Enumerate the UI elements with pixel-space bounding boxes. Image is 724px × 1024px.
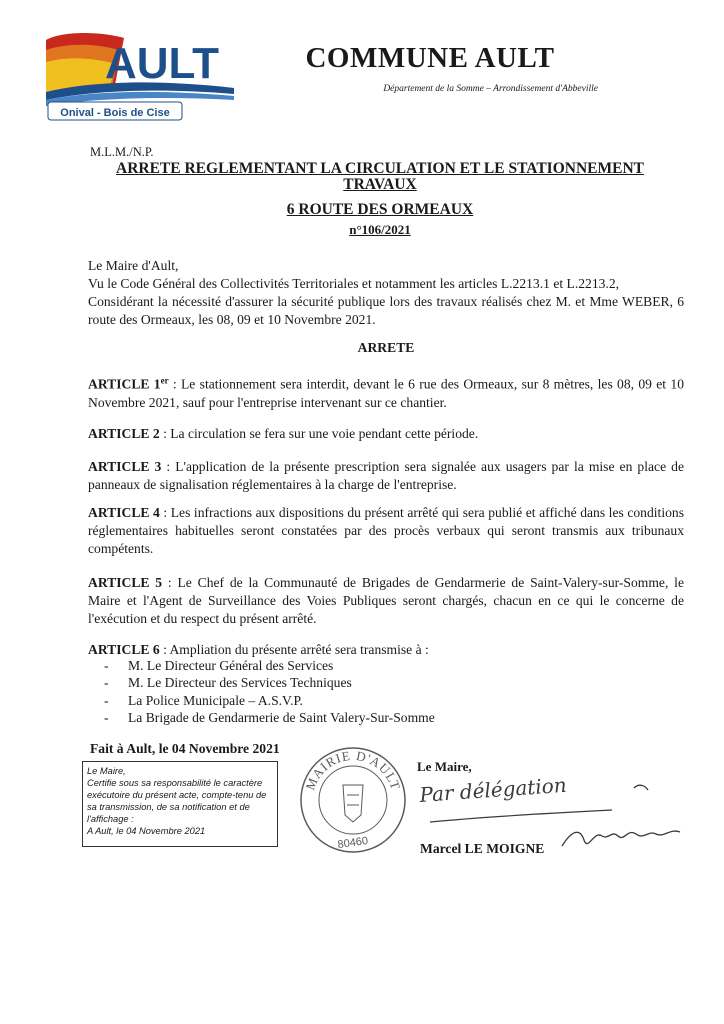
list-dash: - <box>104 710 109 725</box>
document-number: n°106/2021 <box>349 222 411 237</box>
article-2 <box>88 425 684 443</box>
article-4-text: : Les infractions aux dispositions du présent arrêté qui sera publié et affiché dans les conditions réglementaires habituelles seront constatées par des procès verbaux qui seront transmis aux tribunaux compétents. <box>88 505 684 556</box>
document-title-line-1: ARRETE REGLEMENTANT LA CIRCULATION ET LE STATIONNEMENT <box>116 160 644 177</box>
recipient-text: M. Le Directeur des Services Techniques <box>128 675 352 690</box>
logo-subtext: Onival - Bois de Cise <box>60 107 170 119</box>
maire-label: Le Maire, <box>417 759 472 774</box>
document-reference: M.L.M./N.P. <box>90 145 154 159</box>
article-5 <box>88 574 684 628</box>
article-3 <box>88 458 684 494</box>
fait-a-ault: Fait à Ault, le 04 Novembre 2021 <box>90 741 280 756</box>
list-dash: - <box>104 658 109 673</box>
svg-text:MAIRIE D'AULT <box>302 748 403 792</box>
certification-box <box>82 761 278 847</box>
article-6-text: : Ampliation du présente arrêté sera transmise à : <box>159 642 429 657</box>
article-5-text: : Le Chef de la Communauté de Brigades de Gendarmerie de Saint-Valery-sur-Somme, le Maire et l'Agent de Surveillance des Voies Publiques seront chargés, chacun en ce qui le concerne de l'exécution et du respect du présent arrêté. <box>88 575 684 626</box>
intro-line-3: Considérant la nécessité d'assurer la sécurité publique lors des travaux réalisés chez M. et Mme WEBER, 6 route des Ormeaux, les 08, 09 et 10 Novembre 2021. <box>88 294 684 327</box>
article-3-text: : L'application de la présente prescription sera signalée aux usagers par la mise en place de panneaux de signalisation réglementaires à la charge de l'entreprise. <box>88 459 684 492</box>
article-1-label: ARTICLE 1 <box>88 376 161 392</box>
list-item <box>104 674 352 692</box>
article-1-sup: er <box>160 375 169 385</box>
list-item <box>104 709 435 727</box>
stamp-text: MAIRIE D'AULT <box>302 747 404 793</box>
list-dash: - <box>104 693 109 708</box>
article-1-text: : Le stationnement sera interdit, devant le 6 rue des Ormeaux, sur 8 mètres, les 08, 09 et 10 Novembre 2021, sauf pour l'entreprise intervenant sur ce chantier. <box>88 376 684 410</box>
intro-block <box>88 257 684 329</box>
article-2-label: ARTICLE 2 <box>88 426 160 441</box>
recipient-text: M. Le Directeur Général des Services <box>128 658 334 673</box>
maire-name: Marcel LE MOIGNE <box>420 841 545 856</box>
commune-subtitle: Département de la Somme – Arrondissement d'Abbeville <box>383 84 598 94</box>
document-title-line-3: 6 ROUTE DES ORMEAUX <box>286 201 474 218</box>
commune-title: COMMUNE AULT <box>305 42 555 74</box>
ault-logo <box>44 30 236 125</box>
recipient-text: La Police Municipale – A.S.V.P. <box>128 693 303 708</box>
arrete-heading: ARRETE <box>357 340 415 355</box>
list-item <box>104 657 333 675</box>
logo-text: AULT <box>104 39 220 88</box>
intro-line-2: Vu le Code Général des Collectivités Territoriales et notamment les articles L.2213.1 et L.2213.2, <box>88 276 620 291</box>
signature-text: Par délégation <box>418 772 568 807</box>
article-1 <box>88 371 684 412</box>
stamp-code: 80460 <box>336 834 369 852</box>
list-item <box>104 692 303 710</box>
article-6-label: ARTICLE 6 <box>88 642 160 657</box>
list-dash: - <box>104 675 109 690</box>
article-2-text: : La circulation se fera sur une voie pendant cette période. <box>159 426 479 441</box>
mairie-stamp <box>295 740 411 858</box>
intro-line-1: Le Maire d'Ault, <box>88 258 179 273</box>
article-4-label: ARTICLE 4 <box>88 505 160 520</box>
article-5-label: ARTICLE 5 <box>88 575 163 590</box>
recipient-text: La Brigade de Gendarmerie de Saint Valery-Sur-Somme <box>128 710 435 725</box>
certification-text: Le Maire, Certifie sous sa responsabilité le caractère exécutoire du présent acte, compte-tenu de sa transmission, de sa notification et de l'affichage : A Ault, le 04 Novembre 2021 <box>87 766 267 836</box>
article-4 <box>88 504 684 558</box>
document-title-line-2: TRAVAUX <box>343 176 417 193</box>
article-3-label: ARTICLE 3 <box>88 459 162 474</box>
